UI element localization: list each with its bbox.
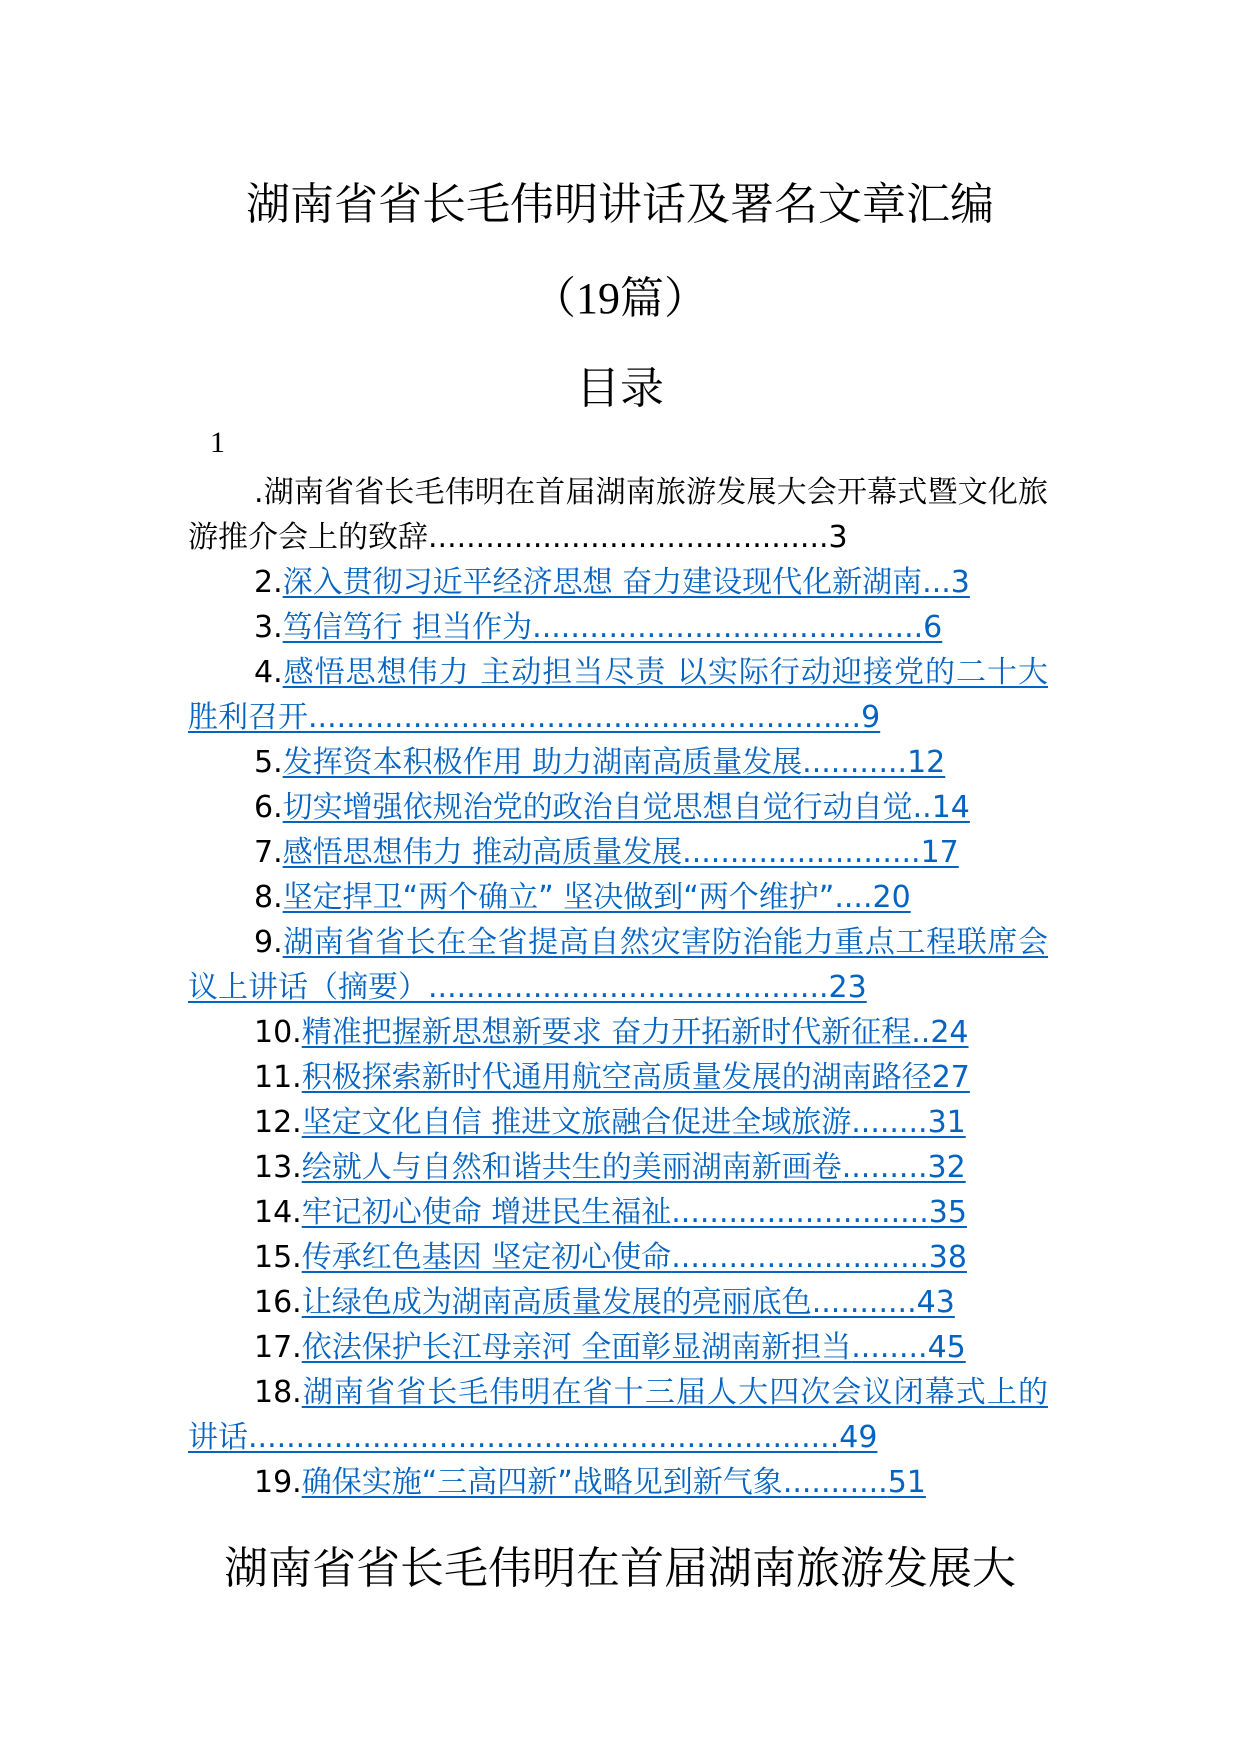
toc-entry-link[interactable]: 发挥资本积极作用 助力湖南高质量发展...........12: [282, 745, 946, 780]
toc-entry-dots: ..........................................: [428, 520, 829, 555]
toc-entry-number: 19.: [254, 1465, 302, 1500]
subtitle-close: 篇）: [620, 273, 708, 324]
toc-entry-number: 12.: [254, 1105, 302, 1140]
toc-entry-link[interactable]: 笃信笃行 担当作为.........................................6: [282, 610, 943, 645]
toc-entry-number: 2.: [254, 565, 283, 600]
toc-entry-14[interactable]: [188, 1190, 1048, 1235]
toc-entry-7[interactable]: [188, 830, 1048, 875]
toc-entry-16[interactable]: [188, 1280, 1048, 1325]
toc-entry-6[interactable]: [188, 785, 1048, 830]
toc-entry-number: 8.: [254, 880, 283, 915]
toc-entry-link[interactable]: 湖南省省长在全省提高自然灾害防治能力重点工程联席会议上讲话（摘要）..........................................23: [188, 925, 1048, 1005]
toc-entry-1[interactable]: [188, 470, 1048, 560]
toc-entry-link[interactable]: 绘就人与自然和谐共生的美丽湖南新画卷.........32: [301, 1150, 966, 1185]
toc-entry-link[interactable]: 依法保护长江母亲河 全面彰显湖南新担当........45: [301, 1330, 966, 1365]
toc-entry-page: 3: [828, 520, 848, 555]
toc-entry-10[interactable]: [188, 1010, 1048, 1055]
toc-entry-number: 7.: [254, 835, 283, 870]
toc-entry-link[interactable]: 湖南省省长毛伟明在省十三届人大四次会议闭幕式上的讲话..............................................................49: [188, 1375, 1048, 1455]
toc-entry-number: 16.: [254, 1285, 302, 1320]
toc-entry-number: 4.: [254, 655, 283, 690]
toc-entry-link[interactable]: 感悟思想伟力 推动高质量发展.........................17: [282, 835, 959, 870]
toc-entry-number: 14.: [254, 1195, 302, 1230]
toc-entry-18[interactable]: [188, 1370, 1048, 1460]
toc-entry-17[interactable]: [188, 1325, 1048, 1370]
toc-entry-8[interactable]: [188, 875, 1048, 920]
toc-entry-5[interactable]: [188, 740, 1048, 785]
list-marker: 1: [210, 426, 225, 459]
toc-entry-9[interactable]: [188, 920, 1048, 1010]
toc-entry-4[interactable]: [188, 650, 1048, 740]
document-title: 湖南省省长毛伟明讲话及署名文章汇编: [246, 179, 994, 230]
toc-entry-13[interactable]: [188, 1145, 1048, 1190]
toc-entry-number: 13.: [254, 1150, 302, 1185]
toc-entry-number: 5.: [254, 745, 283, 780]
toc-entry-number: 3.: [254, 610, 283, 645]
toc-entry-number: 18.: [254, 1375, 302, 1410]
toc-entry-number: 6.: [254, 790, 283, 825]
section-heading: 湖南省省长毛伟明在首届湖南旅游发展大: [224, 1543, 1016, 1594]
toc-entry-link[interactable]: 坚定文化自信 推进文旅融合促进全域旅游........31: [301, 1105, 966, 1140]
toc-entry-link[interactable]: 确保实施“三高四新”战略见到新气象...........51: [301, 1465, 926, 1500]
toc-entry-number: 10.: [254, 1015, 302, 1050]
document-subtitle: [0, 262, 1240, 326]
toc-entry-link[interactable]: 让绿色成为湖南高质量发展的亮丽底色...........43: [301, 1285, 955, 1320]
toc-entry-link[interactable]: 精准把握新思想新要求 奋力开拓新时代新征程..24: [301, 1015, 969, 1050]
toc-entry-text: .湖南省省长毛伟明在首届湖南旅游发展大会开幕式暨文化旅游推介会上的致辞: [188, 475, 1048, 555]
toc-entry-link[interactable]: 感悟思想伟力 主动担当尽责 以实际行动迎接党的二十大胜利召开..........................................................9: [188, 655, 1048, 735]
toc-entry-15[interactable]: [188, 1235, 1048, 1280]
subtitle-count: 19: [576, 274, 620, 323]
table-of-contents: [188, 470, 1048, 1505]
toc-entry-12[interactable]: [188, 1100, 1048, 1145]
toc-entry-3[interactable]: [188, 605, 1048, 650]
toc-entry-link[interactable]: 牢记初心使命 增进民生福祉...........................35: [301, 1195, 967, 1230]
toc-entry-link[interactable]: 积极探索新时代通用航空高质量发展的湖南路径27: [301, 1060, 970, 1095]
toc-entry-2[interactable]: [188, 560, 1048, 605]
toc-entry-number: 11.: [254, 1060, 302, 1095]
toc-entry-link[interactable]: 坚定捍卫“两个确立” 坚决做到“两个维护”....20: [282, 880, 911, 915]
subtitle-open: （: [532, 273, 576, 324]
toc-entry-19[interactable]: [188, 1460, 1048, 1505]
toc-entry-link[interactable]: 传承红色基因 坚定初心使命...........................38: [301, 1240, 967, 1275]
toc-entry-number: 9.: [254, 925, 283, 960]
toc-entry-number: 15.: [254, 1240, 302, 1275]
toc-heading: 目录: [576, 363, 664, 414]
toc-entry-link[interactable]: 深入贯彻习近平经济思想 奋力建设现代化新湖南...3: [282, 565, 970, 600]
toc-entry-11[interactable]: [188, 1055, 1048, 1100]
toc-entry-number: 17.: [254, 1330, 302, 1365]
toc-entry-link[interactable]: 切实增强依规治党的政治自觉思想自觉行动自觉..14: [282, 790, 970, 825]
